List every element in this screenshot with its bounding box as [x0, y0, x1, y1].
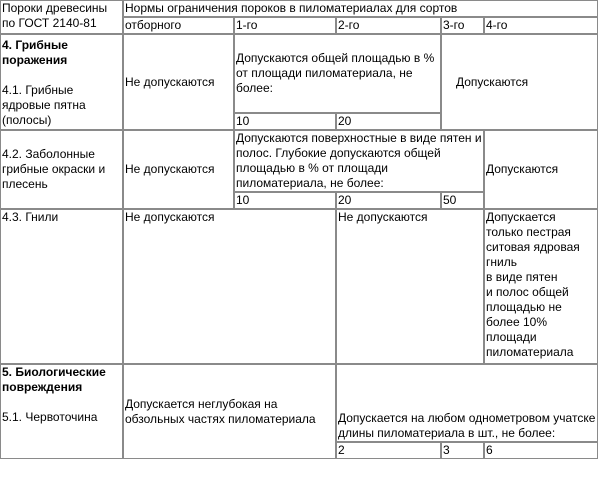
norm-grades-3-4-4-1: Допускаются	[441, 34, 598, 130]
norm-grades-sel-1-5-1: Допускается неглубокая на обзольных частях пиломатериала	[123, 364, 336, 459]
rot-note-line-3: и полос общей площадью не более 10% площади пиломатериала	[486, 285, 574, 359]
defect-name-5-1: 5.1. Червоточина	[2, 410, 98, 424]
defect-cell-4-1	[0, 34, 123, 130]
defect-cell-5-1	[0, 364, 123, 459]
allowed-text-5-1: Допускается на любом однометровом учатске длины пиломатериала в шт., не более:	[336, 364, 598, 442]
allowed-text-4-2: Допускаются поверхностные в виде пятен и полос. Глубокие допускаются общей площадью в % от площади пиломатериала, не более:	[234, 130, 484, 192]
grade-header-3: 3-го	[441, 17, 484, 34]
defect-name-4-2: 4.2. Заболонные грибные окраски и плесень	[0, 130, 123, 209]
allowed-text-4-1: Допускаются общей площадью в % от площади пиломатериала, не более:	[234, 34, 441, 113]
defects-column-header: Пороки древесины по ГОСТ 2140-81	[0, 0, 123, 34]
norm-grades-sel-1-4-3: Не допускаются	[123, 209, 336, 364]
value-4-2-grade-3: 50	[441, 192, 484, 209]
grade-header-selected: отборного	[123, 17, 234, 34]
value-4-2-grade-1: 10	[234, 192, 336, 209]
header-row-1	[0, 0, 598, 17]
table-row	[0, 209, 598, 364]
value-5-1-grade-4: 6	[484, 442, 598, 459]
value-4-1-grade-1: 10	[234, 113, 336, 130]
defect-name-4-1: 4.1. Грибные ядровые пятна (полосы)	[2, 83, 86, 127]
grade-header-4: 4-го	[484, 17, 598, 34]
value-4-1-grade-2: 20	[336, 113, 441, 130]
norm-selected-4-2: Не допускаются	[123, 130, 234, 209]
norms-title: Нормы ограничения пороков в пиломатериалах для сортов	[123, 0, 598, 17]
value-5-1-grade-2: 2	[336, 442, 441, 459]
norm-selected-4-1: Не допускаются	[123, 34, 234, 130]
grade-header-1: 1-го	[234, 17, 336, 34]
norm-grade-4-4-2: Допускаются	[484, 130, 598, 209]
defect-name-4-3: 4.3. Гнили	[0, 209, 123, 364]
value-5-1-grade-3: 3	[441, 442, 484, 459]
norm-grades-2-3-4-3: Не допускаются	[336, 209, 484, 364]
value-4-2-grade-2: 20	[336, 192, 441, 209]
table-row	[0, 34, 598, 113]
grade-header-2: 2-го	[336, 17, 441, 34]
table-row	[0, 364, 598, 442]
section-4-title: 4. Грибные поражения	[2, 38, 68, 67]
rot-note-line-1: Допускается только пестрая ситовая ядровая гниль	[486, 210, 580, 269]
section-5-title: 5. Биологические повреждения	[2, 365, 106, 394]
rot-note-line-2: в виде пятен	[486, 270, 558, 284]
norm-grade-4-4-3	[484, 209, 598, 364]
table-row	[0, 130, 598, 192]
